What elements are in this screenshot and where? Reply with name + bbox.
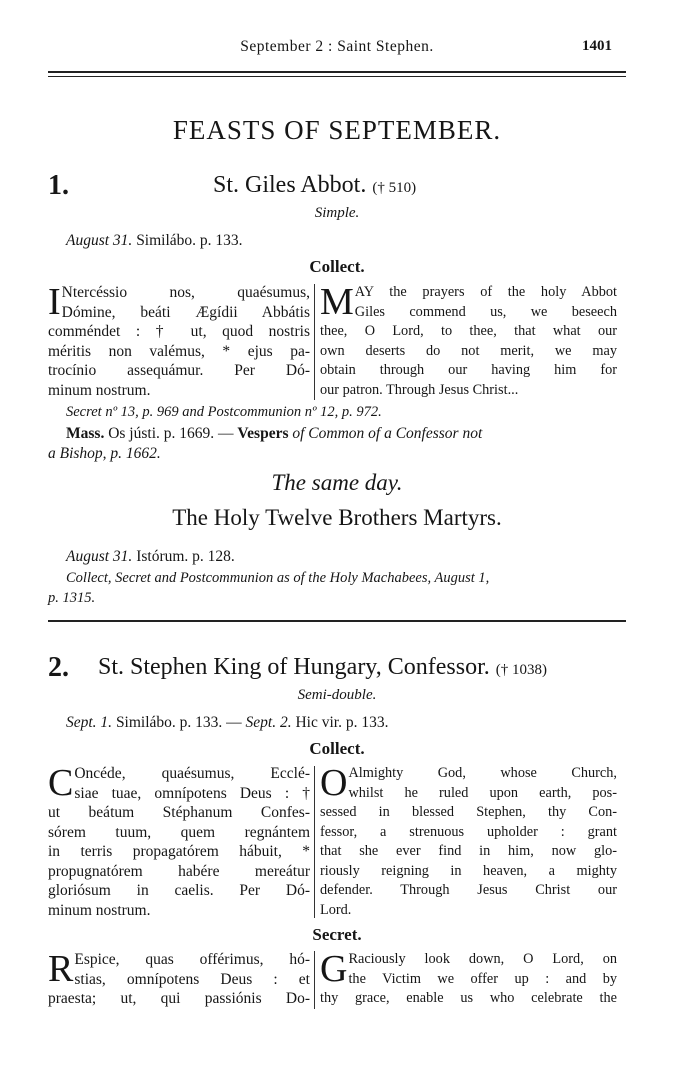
- text-line: obtain through our having him for: [320, 362, 617, 378]
- text-line: Oncéde, quaésumus, Ecclé-: [74, 765, 310, 782]
- note-line: p. 1315.: [48, 590, 96, 606]
- text-line: Espice, quas offérimus, hó-: [74, 951, 310, 968]
- note-line: Collect, Secret and Postcommunion as of the Holy Machabees, August 1,: [66, 570, 490, 586]
- secret-latin: [48, 950, 310, 1009]
- collect-latin: [48, 283, 310, 400]
- header-rule: [48, 71, 626, 77]
- text-line: propugnatórem habére mereátur: [48, 862, 310, 880]
- text-line: trocínio assequámur. Per Dó-: [48, 362, 310, 379]
- text-line: sessed in blessed Stephen, thy Con-: [320, 804, 617, 820]
- text-line: fessor, a strenuous upholder : grant: [320, 823, 617, 840]
- text-line: ut beátum Stéphanum Confes-: [48, 804, 310, 821]
- column-divider: [314, 284, 315, 400]
- column-divider: [314, 951, 315, 1009]
- text-line: méritis non valémus, * ejus pa-: [48, 342, 310, 360]
- text-line: riously reigning in heaven, a mighty: [320, 862, 617, 879]
- text-line: Raciously look down, O Lord, on: [348, 951, 617, 967]
- column-divider: [314, 766, 315, 918]
- collect-english: [320, 283, 617, 400]
- section-rule: [48, 620, 626, 622]
- text-line: minum nostrum.: [48, 901, 151, 919]
- page-number: 1401: [582, 38, 612, 54]
- ref-date: Sept. 1.: [66, 714, 113, 731]
- ref-date: August 31.: [66, 232, 133, 249]
- mass-line: [66, 425, 482, 443]
- mass-text: Os jústi. p. 1669. —: [108, 425, 234, 442]
- text-line: defender. Through Jesus Christ our: [320, 882, 617, 898]
- feast-title: [213, 172, 416, 199]
- secret-title: Secret.: [312, 925, 362, 944]
- running-title: September 2 : Saint Stephen.: [240, 38, 434, 55]
- introit-ref: [66, 548, 235, 566]
- vespers-text: of Common of a Confessor not: [292, 425, 483, 442]
- ref-text: Istórum. p. 128.: [136, 548, 235, 565]
- ref-text: Similábo. p. 133. —: [115, 714, 242, 731]
- same-day-title: The Holy Twelve Brothers Martyrs.: [172, 505, 502, 530]
- text-line: Dómine, beáti Ægídii Abbátis: [61, 303, 310, 321]
- text-line: minum nostrum.: [48, 381, 151, 399]
- ref-date: Sept. 2.: [245, 714, 292, 731]
- vespers-label: Vespers: [237, 425, 289, 442]
- feast-rank: Simple.: [314, 205, 360, 221]
- saint-name: St. Giles Abbot.: [213, 172, 367, 198]
- collect-title: Collect.: [309, 739, 365, 758]
- drop-cap: R: [48, 948, 74, 990]
- ref-date: August 31.: [66, 548, 133, 565]
- secret-english: [320, 950, 617, 1009]
- drop-cap: O: [320, 762, 348, 804]
- text-line: comméndet : † ut, quod nostris: [48, 323, 310, 340]
- feast-number: 2.: [48, 652, 69, 683]
- feast-rank: Semi-double.: [297, 687, 377, 703]
- ref-text: Hic vir. p. 133.: [295, 714, 389, 731]
- text-line: siae tuae, omnípotens Deus : †: [74, 784, 310, 802]
- text-line: own deserts do not merit, we may: [320, 342, 617, 359]
- text-line: Ntercéssio nos, quaésumus,: [61, 284, 310, 301]
- section-heading: FEASTS OF SEPTEMBER.: [172, 115, 502, 145]
- text-line: that she ever find in him, now glo-: [320, 843, 617, 859]
- text-line: the Victim we offer up : and by: [348, 970, 617, 987]
- text-line: whilst he ruled upon earth, pos-: [348, 784, 617, 801]
- text-line: sórem tuum, quem regnántem: [48, 823, 310, 841]
- text-line: Almighty God, whose Church,: [348, 765, 617, 781]
- feast-number: 1.: [48, 170, 69, 201]
- date-note: († 1038): [495, 662, 547, 678]
- text-line: gloriósum in caelis. Per Dó-: [48, 882, 310, 899]
- introit-ref: [66, 714, 388, 732]
- collect-title: Collect.: [309, 257, 365, 276]
- secret-note: Secret nº 13, p. 969 and Postcommunion nº 12, p. 972.: [66, 404, 382, 420]
- text-line: Lord.: [320, 901, 352, 918]
- text-line: stias, omnípotens Deus : et: [74, 970, 310, 988]
- same-day-label: The same day.: [271, 470, 403, 495]
- introit-ref: [66, 232, 243, 250]
- text-line: thee, O Lord, to thee, that what our: [320, 323, 617, 339]
- text-line: praesta; ut, qui passiónis Do-: [48, 990, 310, 1007]
- drop-cap: G: [320, 948, 348, 990]
- saint-name: St. Stephen King of Hungary, Confessor.: [98, 654, 490, 680]
- text-line: Giles commend us, we beseech: [354, 303, 617, 320]
- mass-label: Mass.: [66, 425, 105, 442]
- text-line: our patron. Through Jesus Christ...: [320, 381, 519, 398]
- feast-title: [98, 654, 547, 681]
- collect-english: [320, 764, 617, 920]
- text-line: thy grace, enable us who celebrate the: [320, 990, 617, 1006]
- collect-latin: [48, 764, 310, 920]
- vespers-cont: a Bishop, p. 1662.: [48, 445, 161, 462]
- date-note: († 510): [372, 180, 417, 196]
- ref-text: Similábo. p. 133.: [136, 232, 243, 249]
- drop-cap: C: [48, 762, 74, 804]
- text-line: AY the prayers of the holy Abbot: [354, 284, 617, 300]
- drop-cap: M: [320, 281, 354, 323]
- drop-cap: I: [48, 281, 61, 323]
- running-header: [48, 38, 626, 58]
- text-line: in terris propagatórem hábuit, *: [48, 843, 310, 860]
